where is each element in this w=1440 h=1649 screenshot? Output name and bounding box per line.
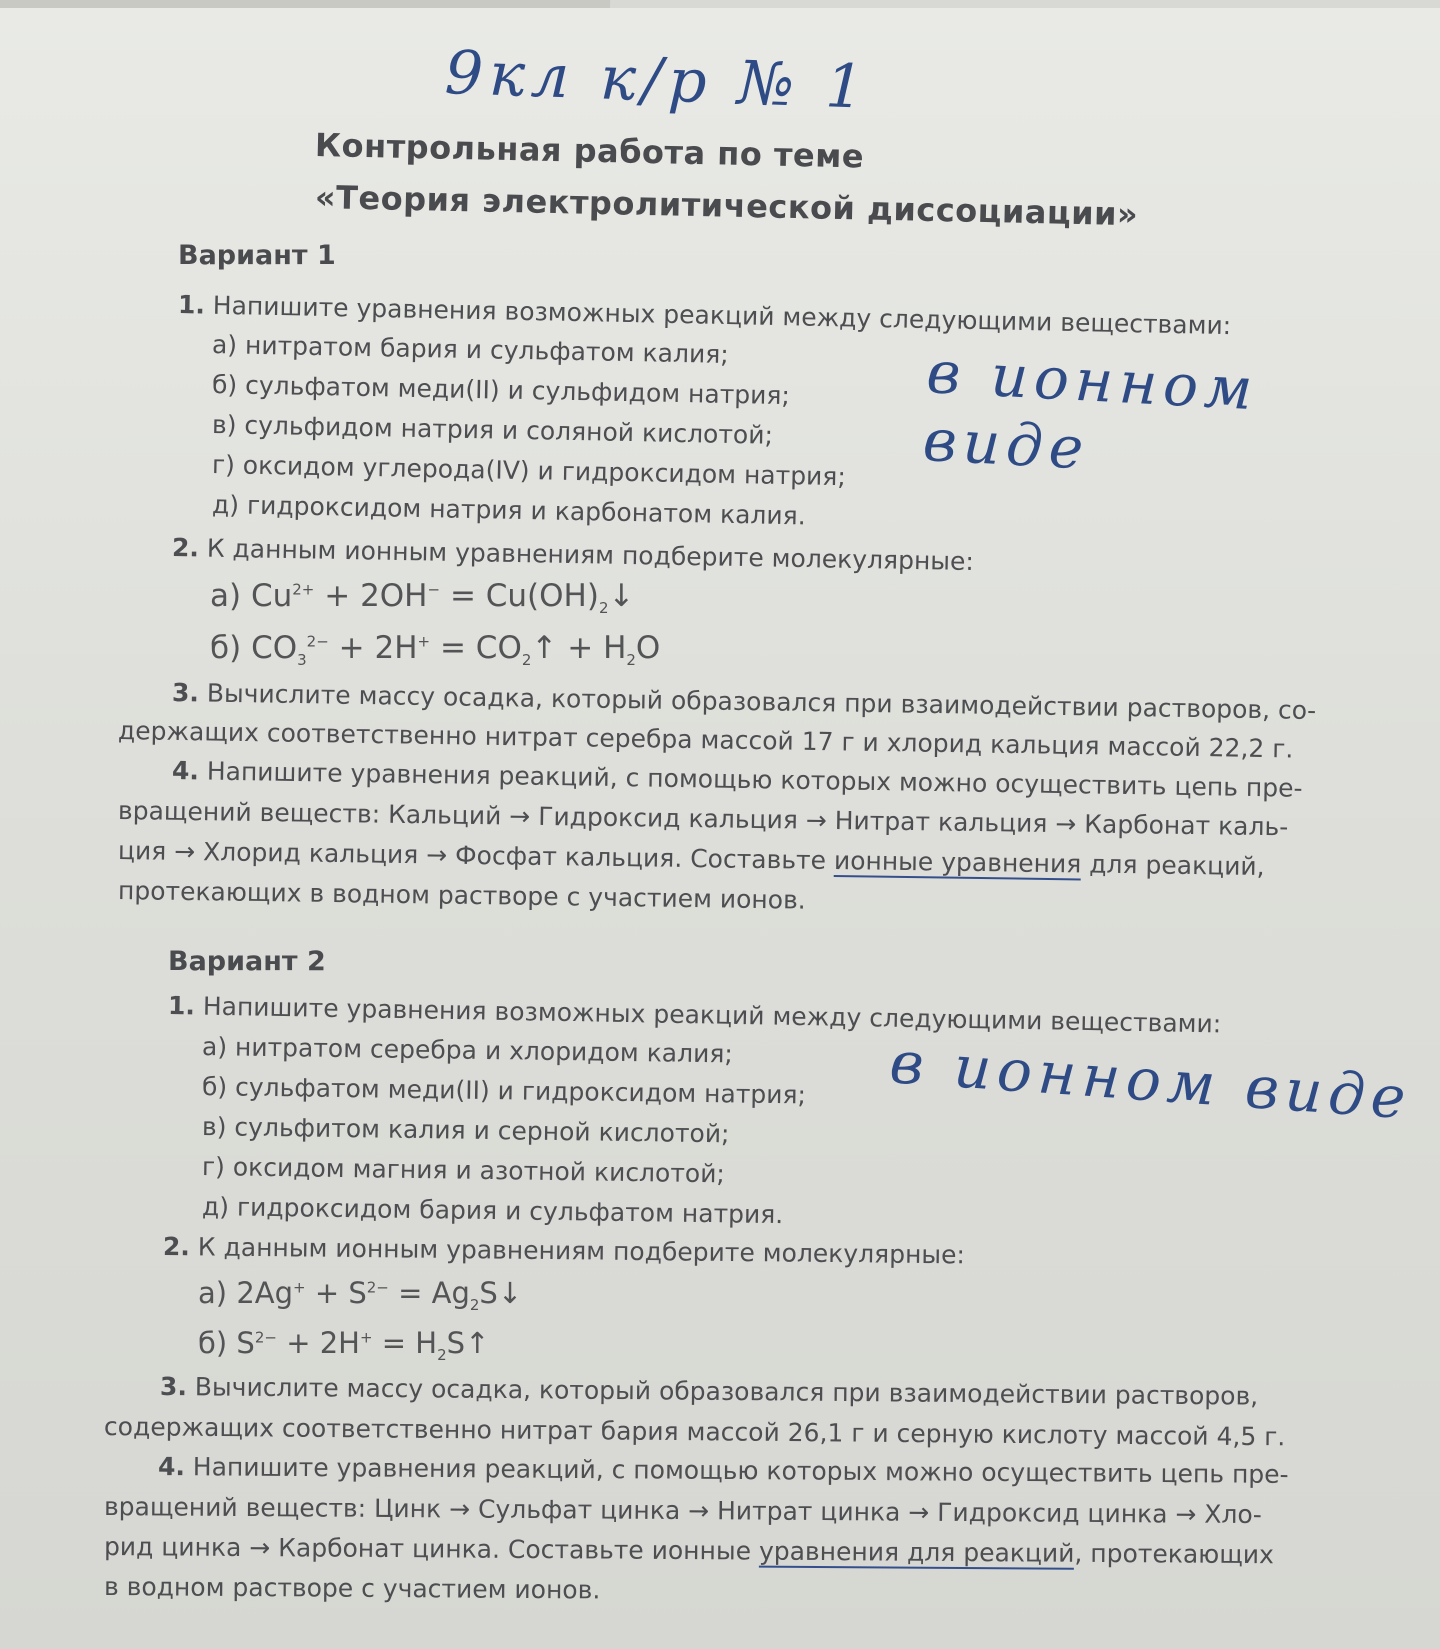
v2-underlined-phrase: уравнения для реакций [758, 1536, 1075, 1568]
v2-q3-line2: содержащих соответственно нитрат бария массой 26,1 г и серную кислоту массой 4,5 г. [103, 1412, 1286, 1452]
v2-q1-item-d: г) оксидом магния и азотной кислотой; [201, 1152, 726, 1189]
worksheet-page [0, 8, 1440, 1649]
v1-q1-item-e: д) гидроксидом натрия и карбонатом калия. [211, 490, 806, 531]
variant1-heading: Вариант 1 [178, 240, 336, 271]
handwritten-header: 9кл к/р № 1 [443, 38, 871, 123]
v2-q1-item-c: в) сульфитом калия и серной кислотой; [201, 1112, 730, 1149]
v2-q3-line1: 3. Вычислите массу осадка, который образовался при взаимодействии растворов, [159, 1372, 1259, 1411]
v2-q4-line4: в водном растворе с участием ионов. [103, 1572, 601, 1605]
v2-q1-item-b: б) сульфатом меди(II) и гидроксидом натрия; [201, 1072, 807, 1110]
v2-q2-prompt [163, 1232, 965, 1269]
page-title-line1: Контрольная работа по теме [314, 126, 865, 176]
v2-q2-number: 2. [162, 1232, 191, 1262]
v1-q1-item-a: а) нитратом бария и сульфатом калия; [211, 330, 729, 369]
variant2-heading: Вариант 2 [168, 946, 326, 977]
v2-q1-item-e: д) гидроксидом бария и сульфатом натрия. [201, 1192, 784, 1230]
v1-q1-item-c: в) сульфидом натрия и соляной кислотой; [211, 410, 774, 450]
v1-q1-item-b: б) сульфатом меди(II) и сульфидом натрия; [211, 370, 791, 411]
v1-q1-number: 1. [177, 290, 206, 320]
v2-q2-text: К данным ионным уравнениям подберите молекулярные: [197, 1232, 966, 1270]
v1-underlined-phrase: ионные уравнения [833, 845, 1082, 879]
v1-formula-b: б) $CO_3^{2-} + 2H^+$ = $CO_2↑ + H_2O$ [210, 630, 661, 670]
v1-q4-line4: протекающих в водном растворе с участием ионов. [117, 876, 806, 915]
v2-q1-number: 1. [167, 991, 196, 1021]
v2-q1-prompt [168, 991, 1222, 1038]
v1-q3-line2: держащих соответственно нитрат серебра массой 17 г и хлорид кальция массой 22,2 г. [117, 716, 1294, 764]
v2-q1-item-a: а) нитратом серебра и хлоридом калия; [201, 1032, 733, 1069]
v2-q4-line1: 4. Напишите уравнения реакций, с помощью которых можно осуществить цепь пре- [157, 1452, 1289, 1489]
v1-q1-item-d: г) оксидом углерода(IV) и гидроксидом натрия; [211, 450, 847, 492]
v2-formula-a: а) $2Ag^+ + S^{2-}$ = $Ag_2S↓$ [198, 1276, 523, 1314]
v2-q4-line3: рид цинка → Карбонат цинка. Составьте ионные уравнения для реакций, протекающих [103, 1532, 1274, 1570]
v1-q4-line1: 4. Напишите уравнения реакций, с помощью которых можно осуществить цепь пре- [171, 756, 1303, 803]
v1-q2-text: К данным ионным уравнениям подберите молекулярные: [206, 533, 975, 576]
v1-q4-line3: ция → Хлорид кальция → Фосфат кальция. Составьте ионные уравнения для реакций, [117, 836, 1265, 882]
page-title-line2: «Теория электролитической диссоциации» [314, 178, 1139, 234]
v1-formula-a: а) $Cu^{2+} + 2OH^-$ = $Cu(OH)_2↓$ [210, 578, 635, 618]
v2-handwritten-note: в ионном виде [887, 1028, 1414, 1133]
v1-q4-line2: вращений веществ: Кальций → Гидроксид кальция → Нитрат кальция → Карбонат каль- [117, 796, 1289, 842]
v1-q2-prompt [172, 533, 974, 576]
v1-q3-line1: 3. Вычислите массу осадка, который образовался при взаимодействии растворов, со- [171, 678, 1317, 725]
v1-q2-number: 2. [171, 533, 200, 563]
v2-q1-text: Напишите уравнения возможных реакций между следующими веществами: [202, 991, 1222, 1039]
v1-q1-text: Напишите уравнения возможных реакций между следующими веществами: [212, 290, 1232, 341]
v1-handwritten-note: в ионном виде [921, 338, 1260, 483]
v2-q4-line2: вращений веществ: Цинк → Сульфат цинка → Нитрат цинка → Гидроксид цинка → Хло- [103, 1492, 1262, 1530]
v2-formula-b: б) $S^{2-} + 2H^+$ = $H_2S↑$ [198, 1326, 490, 1364]
